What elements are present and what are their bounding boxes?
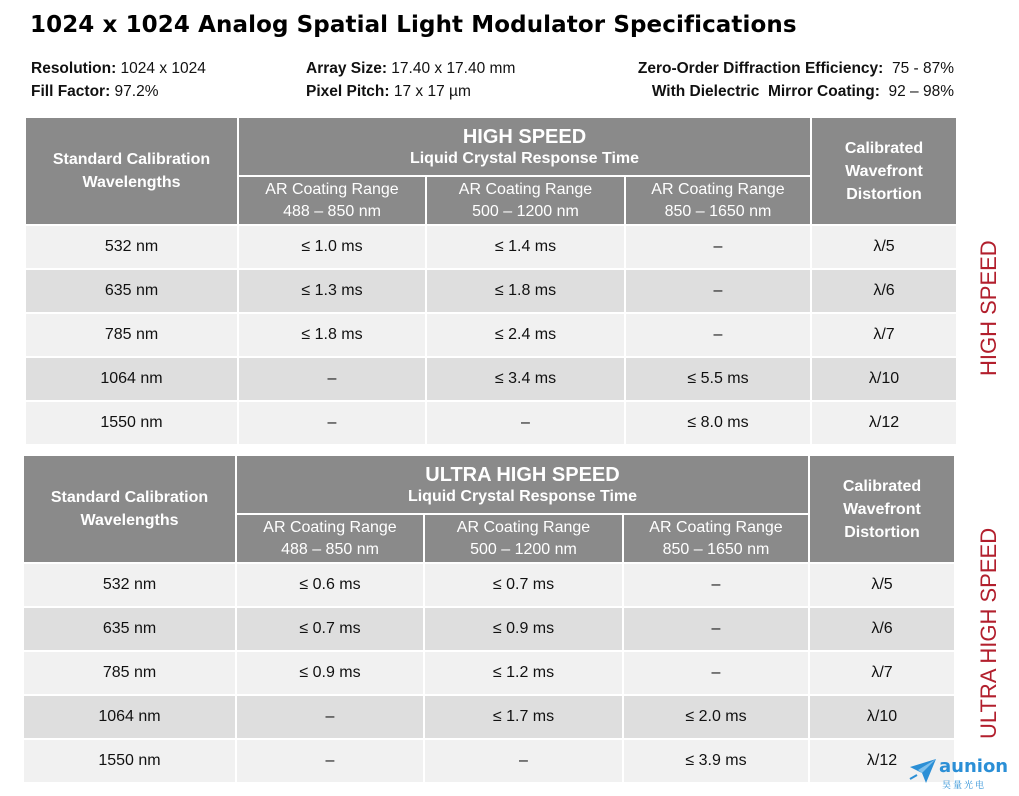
- cell-range-1: –: [238, 401, 426, 445]
- range-label: AR Coating Range: [458, 180, 593, 198]
- cell-distortion: λ/6: [811, 269, 957, 313]
- cell-range-3: ≤ 5.5 ms: [625, 357, 811, 401]
- group-title: HIGH SPEED: [462, 125, 587, 148]
- spec-label: With Dielectric Mirror Coating:: [651, 83, 880, 100]
- cell-range-1: ≤ 0.6 ms: [236, 563, 424, 607]
- cell-range-2: ≤ 0.7 ms: [424, 563, 623, 607]
- cell-range-1: ≤ 1.3 ms: [238, 269, 426, 313]
- spec-value: 17 x 17 µm: [389, 83, 471, 100]
- cell-range-2: ≤ 1.2 ms: [424, 651, 623, 695]
- specs-column-middle: [306, 57, 515, 103]
- table-row: [23, 651, 955, 695]
- range-value: 850 – 1650 nm: [662, 540, 770, 558]
- cell-range-3: ≤ 8.0 ms: [625, 401, 811, 445]
- side-label-high-speed: HIGH SPEED: [976, 240, 1001, 376]
- header-wavelengths: [23, 455, 236, 563]
- cell-distortion: λ/7: [811, 313, 957, 357]
- header-range-2: [426, 176, 625, 225]
- header-range-3: [623, 514, 809, 563]
- header-distortion: [811, 117, 957, 225]
- header-group: [236, 455, 809, 514]
- table-row: [23, 563, 955, 607]
- cell-wavelength: 785 nm: [25, 313, 238, 357]
- header-distortion: [809, 455, 955, 563]
- cell-wavelength: 635 nm: [25, 269, 238, 313]
- range-value: 500 – 1200 nm: [470, 540, 577, 558]
- cell-wavelength: 532 nm: [25, 225, 238, 269]
- spec-value: 97.2%: [110, 83, 159, 100]
- header-range-1: [238, 176, 426, 225]
- spec-value: 17.40 x 17.40 mm: [386, 60, 516, 77]
- table-row: [23, 739, 955, 783]
- range-value: 488 – 850 nm: [283, 202, 381, 220]
- range-label: AR Coating Range: [456, 518, 591, 536]
- cell-range-3: –: [625, 269, 811, 313]
- cell-range-2: ≤ 1.8 ms: [426, 269, 625, 313]
- spec-pixel-pitch: [306, 80, 515, 103]
- cell-range-2: ≤ 0.9 ms: [424, 607, 623, 651]
- group-title: ULTRA HIGH SPEED: [425, 463, 620, 486]
- cell-range-1: ≤ 0.9 ms: [236, 651, 424, 695]
- spec-label: Zero-Order Diffraction Efficiency:: [637, 60, 884, 77]
- cell-distortion: λ/6: [809, 607, 955, 651]
- cell-range-1: ≤ 1.8 ms: [238, 313, 426, 357]
- table-row: [23, 695, 955, 739]
- logo-subtitle: 昊量光电: [942, 780, 987, 790]
- cell-range-3: ≤ 3.9 ms: [623, 739, 809, 783]
- cell-distortion: λ/5: [811, 225, 957, 269]
- table-row: [23, 607, 955, 651]
- range-label: AR Coating Range: [265, 180, 399, 198]
- high-speed-table: [24, 116, 958, 446]
- cell-range-1: –: [238, 357, 426, 401]
- specs-column-left: [31, 57, 206, 103]
- spec-dielectric-coating: [638, 80, 954, 103]
- cell-wavelength: 635 nm: [23, 607, 236, 651]
- cell-distortion: λ/12: [809, 739, 955, 783]
- spec-label: Resolution:: [31, 60, 117, 77]
- spec-zero-order-efficiency: [638, 57, 954, 80]
- header-range-2: [424, 514, 623, 563]
- ultra-high-speed-table: [22, 454, 956, 784]
- cell-range-3: –: [625, 225, 811, 269]
- cell-range-2: ≤ 2.4 ms: [426, 313, 625, 357]
- header-range-3: [625, 176, 811, 225]
- cell-range-3: –: [625, 313, 811, 357]
- cell-wavelength: 1064 nm: [23, 695, 236, 739]
- specs-column-right: [638, 57, 954, 103]
- range-label: AR Coating Range: [651, 180, 785, 198]
- spec-resolution: [31, 57, 206, 80]
- range-value: 500 – 1200 nm: [472, 202, 579, 220]
- cell-wavelength: 532 nm: [23, 563, 236, 607]
- group-subtitle: Liquid Crystal Response Time: [409, 149, 640, 167]
- range-label: AR Coating Range: [263, 518, 397, 536]
- cell-range-3: –: [623, 651, 809, 695]
- cell-distortion: λ/10: [811, 357, 957, 401]
- cell-distortion: λ/7: [809, 651, 955, 695]
- cell-range-3: –: [623, 563, 809, 607]
- cell-range-2: ≤ 3.4 ms: [426, 357, 625, 401]
- cell-distortion: λ/12: [811, 401, 957, 445]
- cell-range-2: –: [424, 739, 623, 783]
- company-logo: [908, 755, 1013, 791]
- spec-label: Array Size:: [306, 60, 387, 77]
- table-row: [25, 313, 957, 357]
- table-row: [25, 225, 957, 269]
- spec-array-size: [306, 57, 515, 80]
- cell-range-3: –: [623, 607, 809, 651]
- cell-range-1: ≤ 0.7 ms: [236, 607, 424, 651]
- spec-value: 1024 x 1024: [116, 60, 206, 77]
- side-label-ultra-high-speed: ULTRA HIGH SPEED: [976, 527, 1001, 739]
- logo-brand: aunion: [939, 756, 1009, 777]
- spec-value: 92 – 98%: [879, 83, 954, 100]
- group-subtitle: Liquid Crystal Response Time: [407, 487, 638, 505]
- spec-label: Pixel Pitch:: [306, 83, 390, 100]
- cell-wavelength: 1550 nm: [25, 401, 238, 445]
- cell-distortion: λ/5: [809, 563, 955, 607]
- cell-range-1: –: [236, 739, 424, 783]
- header-label: Standard Calibration Wavelengths: [50, 489, 209, 529]
- header-range-1: [236, 514, 424, 563]
- spec-label: Fill Factor:: [31, 83, 111, 100]
- spec-fill-factor: [31, 80, 206, 103]
- cell-range-2: ≤ 1.7 ms: [424, 695, 623, 739]
- range-label: AR Coating Range: [649, 518, 783, 536]
- cell-range-2: –: [426, 401, 625, 445]
- cell-range-2: ≤ 1.4 ms: [426, 225, 625, 269]
- cell-range-1: ≤ 1.0 ms: [238, 225, 426, 269]
- cell-range-3: ≤ 2.0 ms: [623, 695, 809, 739]
- spec-value: 75 - 87%: [883, 60, 954, 77]
- range-value: 488 – 850 nm: [281, 540, 379, 558]
- cell-distortion: λ/10: [809, 695, 955, 739]
- header-wavelengths: [25, 117, 238, 225]
- table-row: [25, 401, 957, 445]
- header-label: Standard Calibration Wavelengths: [52, 151, 211, 191]
- cell-wavelength: 1550 nm: [23, 739, 236, 783]
- cell-range-1: –: [236, 695, 424, 739]
- header-label: Calibrated Wavefront Distortion: [844, 139, 924, 203]
- range-value: 850 – 1650 nm: [664, 202, 772, 220]
- table-row: [25, 269, 957, 313]
- header-label: Calibrated Wavefront Distortion: [842, 477, 922, 541]
- header-group: [238, 117, 811, 176]
- page-title: 1024 x 1024 Analog Spatial Light Modulator Specifications: [30, 12, 797, 38]
- cell-wavelength: 785 nm: [23, 651, 236, 695]
- table-row: [25, 357, 957, 401]
- paper-plane-logo-icon: [908, 757, 938, 785]
- cell-wavelength: 1064 nm: [25, 357, 238, 401]
